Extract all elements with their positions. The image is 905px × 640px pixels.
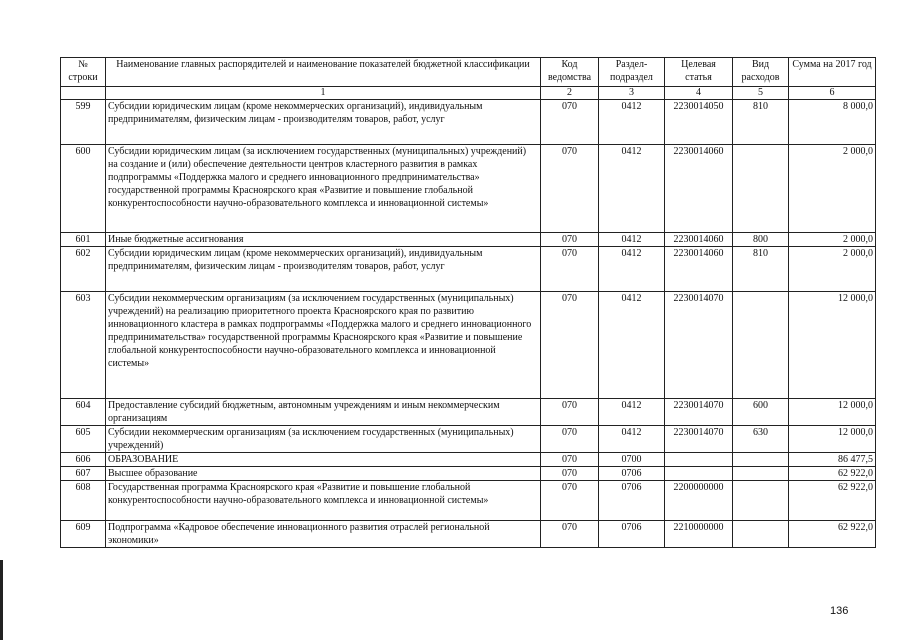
row-target-article: 2230014070 [665,399,733,426]
row-sum: 12 000,0 [789,399,876,426]
row-dept-code: 070 [541,292,599,399]
row-section: 0412 [599,292,665,399]
table-row [61,521,876,548]
row-dept-code: 070 [541,145,599,233]
column-number: 4 [665,87,733,100]
row-sum: 2 000,0 [789,247,876,292]
table-row [61,453,876,467]
row-expense-type: 800 [733,233,789,247]
table-row [61,399,876,426]
row-sum: 12 000,0 [789,292,876,399]
table-header [61,58,876,100]
row-number: 599 [61,100,106,145]
row-expense-type [733,145,789,233]
row-name: Предоставление субсидий бюджетным, автономным учреждениям и иным некоммерческим организациям [106,399,541,426]
row-name: Иные бюджетные ассигнования [106,233,541,247]
row-expense-type [733,453,789,467]
row-name: Субсидии юридическим лицам (кроме некоммерческих организаций), индивидуальным предпринимателям, физическим лицам - производителям товаров, работ, услуг [106,100,541,145]
header-row-number: № строки [61,58,106,87]
row-dept-code: 070 [541,481,599,521]
row-name: Государственная программа Красноярского края «Развитие и повышение глобальной конкурентоспособности научно-образовательного комплекса и инновационной системы» [106,481,541,521]
header-target-article: Целевая статья [665,58,733,87]
row-number: 605 [61,426,106,453]
row-name: Субсидии некоммерческим организациям (за исключением государственных (муниципальных) учреждений) на реализацию приоритетного проекта Красноярского края по развитию инновационного кластера в рамках подпрограммы «Поддержка малого и среднего инновационного предпринимательства» государственной программы Красноярского края «Развитие и повышение глобальной конкурентоспособности научно-образовательного комплекса и инновационной системы» [106,292,541,399]
row-number: 601 [61,233,106,247]
row-expense-type [733,481,789,521]
row-sum: 62 922,0 [789,467,876,481]
row-target-article: 2230014060 [665,247,733,292]
table-row [61,426,876,453]
page-number: 136 [830,605,849,617]
row-section: 0412 [599,426,665,453]
row-number: 608 [61,481,106,521]
row-sum: 2 000,0 [789,233,876,247]
row-name: Субсидии юридическим лицам (за исключением государственных (муниципальных) учреждений) на создание и (или) обеспечение деятельности центров кластерного развития в рамках подпрограммы «Поддержка малого и среднего инновационного предпринимательства» государственной программы Красноярского края «Развитие и повышение глобальной конкурентоспособности научно-образовательного комплекса и инновационной системы» [106,145,541,233]
row-expense-type [733,292,789,399]
row-target-article: 2230014050 [665,100,733,145]
row-expense-type: 810 [733,100,789,145]
row-name: ОБРАЗОВАНИЕ [106,453,541,467]
row-number: 606 [61,453,106,467]
column-number-empty [61,87,106,100]
row-number: 603 [61,292,106,399]
row-sum: 2 000,0 [789,145,876,233]
row-expense-type [733,467,789,481]
row-sum: 62 922,0 [789,481,876,521]
table-body [61,100,876,548]
row-section: 0706 [599,521,665,548]
row-dept-code: 070 [541,521,599,548]
scan-edge-line [0,560,3,640]
column-number-row [61,87,876,100]
row-expense-type: 600 [733,399,789,426]
table-row [61,481,876,521]
budget-table [60,57,876,548]
row-dept-code: 070 [541,467,599,481]
row-name: Субсидии некоммерческим организациям (за исключением государственных (муниципальных) учреждений) [106,426,541,453]
row-number: 602 [61,247,106,292]
row-target-article: 2200000000 [665,481,733,521]
row-number: 604 [61,399,106,426]
row-number: 609 [61,521,106,548]
row-target-article: 2210000000 [665,521,733,548]
row-section: 0700 [599,453,665,467]
row-expense-type [733,521,789,548]
header-row [61,58,876,87]
row-dept-code: 070 [541,453,599,467]
row-target-article: 2230014070 [665,426,733,453]
row-sum: 8 000,0 [789,100,876,145]
row-expense-type: 630 [733,426,789,453]
table-row [61,145,876,233]
row-target-article [665,467,733,481]
row-section: 0412 [599,100,665,145]
row-name: Подпрограмма «Кадровое обеспечение инновационного развития отраслей региональной экономики» [106,521,541,548]
table-row [61,467,876,481]
column-number: 3 [599,87,665,100]
row-section: 0412 [599,145,665,233]
row-target-article: 2230014060 [665,145,733,233]
header-expense-type: Вид расходов [733,58,789,87]
row-section: 0706 [599,467,665,481]
row-number: 607 [61,467,106,481]
table-row [61,100,876,145]
row-section: 0412 [599,233,665,247]
header-sum: Сумма на 2017 год [789,58,876,87]
row-expense-type: 810 [733,247,789,292]
row-number: 600 [61,145,106,233]
column-number: 6 [789,87,876,100]
row-sum: 86 477,5 [789,453,876,467]
row-dept-code: 070 [541,426,599,453]
row-sum: 12 000,0 [789,426,876,453]
row-target-article [665,453,733,467]
row-dept-code: 070 [541,399,599,426]
row-sum: 62 922,0 [789,521,876,548]
row-dept-code: 070 [541,100,599,145]
column-number: 2 [541,87,599,100]
table-row [61,292,876,399]
row-name: Субсидии юридическим лицам (кроме некоммерческих организаций), индивидуальным предпринимателям, физическим лицам - производителям товаров, работ, услуг [106,247,541,292]
row-dept-code: 070 [541,247,599,292]
table-row [61,247,876,292]
row-name: Высшее образование [106,467,541,481]
row-target-article: 2230014060 [665,233,733,247]
row-section: 0706 [599,481,665,521]
column-number: 5 [733,87,789,100]
row-section: 0412 [599,247,665,292]
header-dept-code: Код ведомства [541,58,599,87]
table-row [61,233,876,247]
row-target-article: 2230014070 [665,292,733,399]
header-name: Наименование главных распорядителей и наименование показателей бюджетной классификации [106,58,541,87]
row-section: 0412 [599,399,665,426]
column-number: 1 [106,87,541,100]
row-dept-code: 070 [541,233,599,247]
header-section: Раздел-подраздел [599,58,665,87]
